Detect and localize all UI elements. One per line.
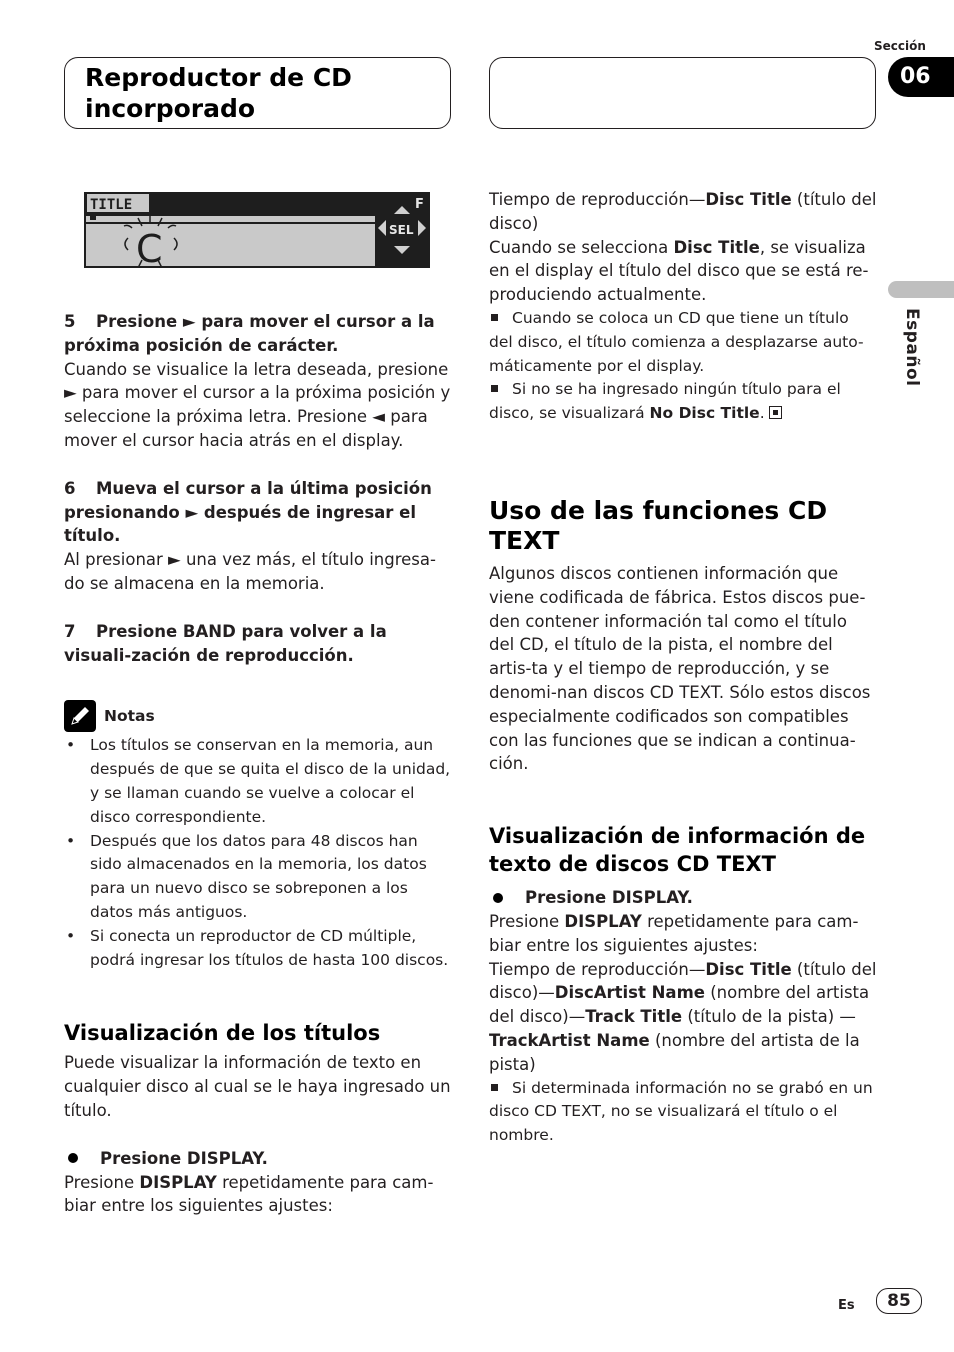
lcd-sel-label: SEL: [389, 223, 414, 237]
end-mark-icon: [769, 406, 782, 419]
section-number-badge: 06: [888, 57, 954, 97]
left-column: [64, 310, 452, 1218]
cd-text-presione-body: Presione DISPLAY repetidamente para cam-biar entre los siguientes ajustes:: [489, 911, 859, 955]
step-5-heading: 5 Presione ► para mover el cursor a la próxima posición de carácter.: [64, 312, 435, 355]
lcd-cursor-char: C: [136, 227, 163, 268]
notes-title: Notas: [104, 707, 155, 726]
note-item: • Si conecta un reproductor de CD múltiple, podrá ingresar los títulos de hasta 100 discos.: [64, 925, 452, 973]
step-6-body: Al presionar ► una vez más, el título ingresa-do se almacena en la memoria.: [64, 550, 436, 593]
visualizacion-titulos-heading: Visualización de los títulos: [64, 1021, 381, 1046]
cd-text-sequence: Tiempo de reproducción—Disc Title (título del disco)—DiscArtist Name (nombre del artista del disco)—Track Title (título de la pista) —TrackArtist Name (nombre del artista de la pista): [489, 959, 877, 1074]
bullet-dot-icon: [68, 1153, 78, 1163]
cd-text-intro: Algunos discos contienen información que viene codificada de fábrica. Estos discos pue-den contener información tal como el título del CD, el título de la pista, el nombre del artis-ta y el tiempo de reproducción, y se denomi-nan discos CD TEXT. Sólo estos discos especialmente codificados son compatibles con las funciones que se indican a continua-ción.: [489, 563, 871, 774]
notes-list: [64, 734, 452, 972]
presione-display-body: Presione DISPLAY repetidamente para cam-biar entre los siguientes ajustes:: [64, 1172, 434, 1216]
note-item: • Después que los datos para 48 discos han sido almacenados en la memoria, los datos para un nuevo disco se sobreponen a los datos más antiguos.: [64, 830, 452, 925]
cd-text-heading: Uso de las funciones CD TEXT: [489, 495, 828, 555]
lcd-display-illustration: [84, 192, 430, 268]
chapter-header-box: [64, 57, 451, 129]
header-empty-box: [489, 57, 876, 129]
pencil-icon: [64, 700, 96, 732]
footer-language-code: Es: [838, 1298, 855, 1313]
notes-header: [64, 699, 452, 733]
visualizacion-titulos-body: Puede visualizar la información de texto en cualquier disco al cual se le haya ingresado un título.: [64, 1053, 451, 1120]
chapter-title: Reproductor de CD incorporado: [85, 63, 352, 123]
page-number: 85: [876, 1288, 922, 1314]
note-item: • Los títulos se conservan en la memoria, aun después de que se quita el disco de la unidad, y se llaman cuando se vuelve a colocar el disco correspondiente.: [64, 734, 452, 829]
lcd-f-indicator: F: [415, 197, 424, 212]
language-tab: [888, 281, 954, 298]
disc-title-sequence: Tiempo de reproducción—Disc Title (título del disco): [489, 190, 877, 233]
note-no-disc-title: Si no se ha ingresado ningún título para el disco, se visualizará No Disc Title.: [489, 380, 841, 423]
language-label: Español: [902, 308, 922, 387]
cd-text-display-heading: Visualización de información de texto de discos CD TEXT: [489, 824, 866, 877]
right-column: [489, 188, 877, 1148]
note-missing-info: Si determinada información no se grabó en un disco CD TEXT, no se visualizará el título o el nombre.: [489, 1078, 873, 1145]
section-label: Sección: [874, 39, 926, 53]
note-scroll: Cuando se coloca un CD que tiene un título del disco, el título comienza a desplazarse auto-máticamente por el display.: [489, 308, 864, 375]
lcd-title-tag: TITLE: [90, 197, 133, 213]
step-5-body: Cuando se visualice la letra deseada, presione ► para mover el cursor a la próxima posición y seleccione la próxima letra. Presione ◄ para mover el cursor hacia atrás en el display.: [64, 359, 451, 450]
bullet-dot-icon: [493, 893, 503, 903]
presione-display-step: Presione DISPLAY.: [64, 1147, 452, 1171]
disc-title-description: Cuando se selecciona Disc Title, se visualiza en el display el título del disco que se está re-produciendo actualmente.: [489, 237, 869, 305]
step-7-heading: 7 Presione BAND para volver a la visuali-zación de reproducción.: [64, 621, 387, 665]
cd-text-presione-display-step: Presione DISPLAY.: [489, 886, 877, 910]
step-6-heading: 6 Mueva el cursor a la última posición presionando ► después de ingresar el título.: [64, 478, 432, 546]
